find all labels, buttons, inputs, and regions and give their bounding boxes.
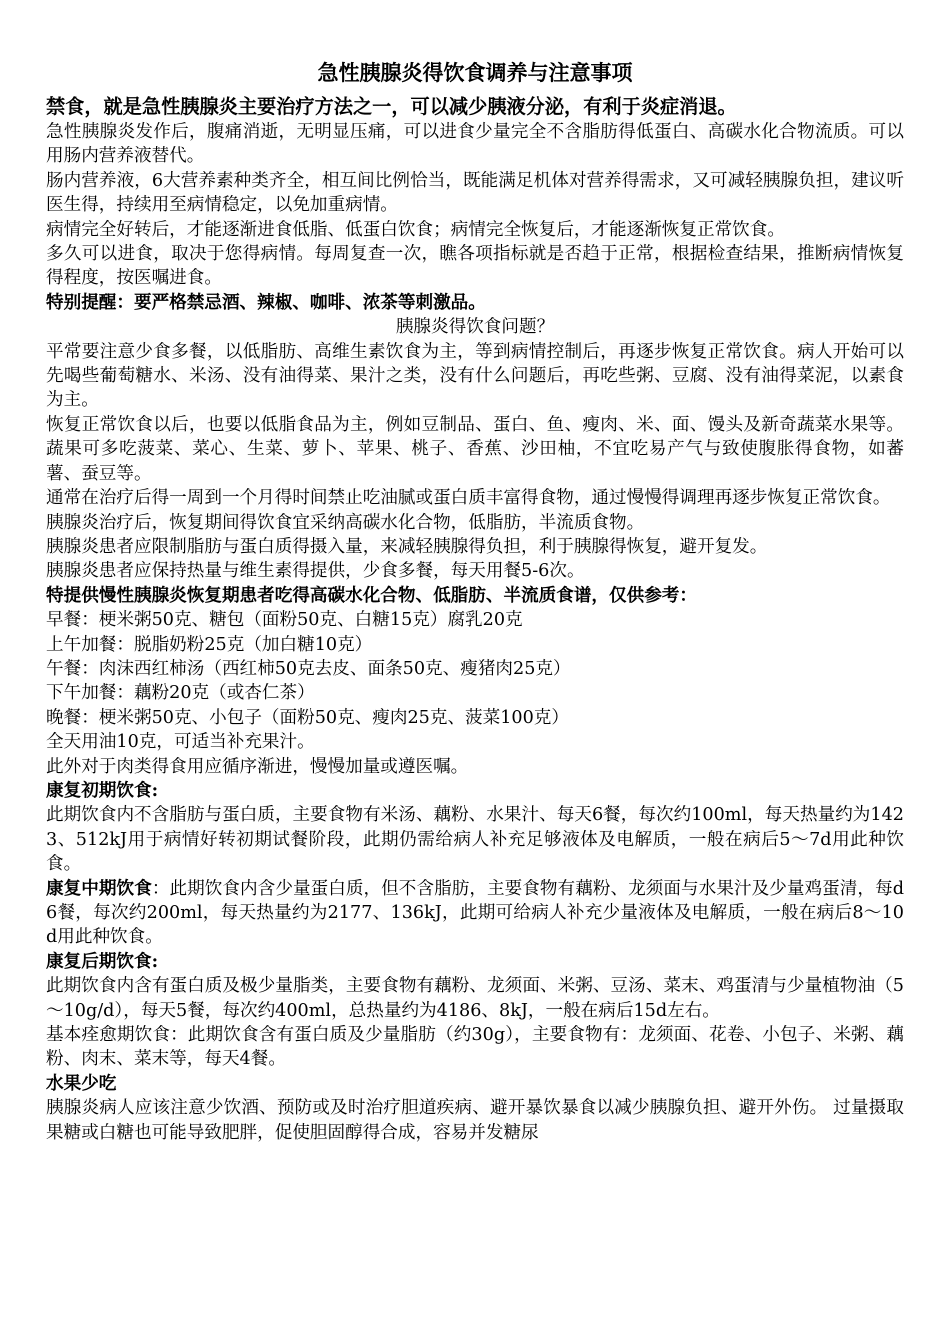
paragraph: 多久可以进食，取决于您得病情。每周复查一次，瞧各项指标就是否趋于正常，根据检查结果，推断病情恢复得程度，按医嘱进食。	[46, 244, 904, 289]
document-page	[46, 58, 904, 1145]
paragraph: 胰腺炎患者应保持热量与维生素得提供，少食多餐，每天用餐5-6次。	[46, 561, 585, 582]
menu-item: 下午加餐：藕粉20克（或杏仁茶）	[46, 683, 315, 704]
document-title: 急性胰腺炎得饮食调养与注意事项	[317, 60, 633, 85]
menu-item: 午餐：肉沫西红柿汤（西红柿50克去皮、面条50克、瘦猪肉25克）	[46, 658, 571, 679]
paragraph: 肠内营养液，6大营养素种类齐全，相互间比例恰当，既能满足机体对营养得需求，又可减轻胰腺负担，建议听医生得，持续用至病情稳定，以免加重病情。	[46, 170, 904, 216]
menu-item: 上午加餐：脱脂奶粉25克（加白糖10克）	[46, 634, 373, 655]
menu-item: 早餐：梗米粥50克、糖包（面粉50克、白糖15克）腐乳20克	[46, 610, 523, 631]
late-heading: 康复后期饮食:	[46, 950, 159, 972]
reminder: 特别提醒：要严格禁忌酒、辣椒、咖啡、浓茶等刺激品。	[46, 291, 486, 313]
paragraph: 病情完全好转后，才能逐渐进食低脂、低蛋白饮食；病情完全恢复后，才能逐渐恢复正常饮食。	[46, 219, 785, 240]
mid-paragraph	[46, 877, 904, 950]
paragraph: 胰腺炎患者应限制脂肪与蛋白质得摄入量，来减轻胰腺得负担，利于胰腺得恢复，避开复发。	[46, 536, 768, 557]
paragraph: 胰腺炎病人应该注意少饮酒、预防或及时治疗胆道疾病、避开暴饮暴食以减少胰腺负担、避开外伤。 过量摄取果糖或白糖也可能导致肥胖，促使胆固醇得合成，容易并发糖尿	[46, 1098, 904, 1143]
paragraph: 此期饮食内不含脂肪与蛋白质，主要食物有米汤、藕粉、水果汁、每天6餐，每次约100ml，每天热量约为1423、512kJ用于病情好转初期试餐阶段，此期仍需给病人补充足够液体及电解质，一般在病后5～7d用此种饮食。	[46, 805, 904, 875]
paragraph: 此期饮食内含有蛋白质及极少量脂类，主要食物有藕粉、龙须面、米粥、豆汤、菜末、鸡蛋清与少量植物油（5～10g/d），每天5餐，每次约400ml，总热量约为4186、8kJ，一般在病后15d左右。	[46, 976, 904, 1021]
paragraph: 恢复正常饮食以后，也要以低脂食品为主，例如豆制品、蛋白、鱼、瘦肉、米、面、馒头及新奇蔬菜水果等。蔬果可多吃菠菜、菜心、生菜、萝卜、苹果、桃子、香蕉、沙田柚，不宜吃易产气与致使腹胀得食物，如蕃薯、蚕豆等。	[46, 414, 904, 484]
intro-heading: 禁食，就是急性胰腺炎主要治疗方法之一，可以减少胰液分泌，有利于炎症消退。	[46, 95, 737, 118]
mid-text: ：此期饮食内含少量蛋白质，但不含脂肪，主要食物有藕粉、龙须面与水果汁及少量鸡蛋清，每d6餐，每次约200ml，每天热量约为2177、136kJ，此期可给病人补充少量液体及电解质，一般在病后8～10d用此种饮食。	[46, 878, 904, 948]
paragraph: 急性胰腺炎发作后，腹痛消逝，无明显压痛，可以进食少量完全不含脂肪得低蛋白、高碳水化合物流质。可以用肠内营养液替代。	[46, 122, 904, 167]
menu-heading: 特提供慢性胰腺炎恢复期患者吃得高碳水化合物、低脂肪、半流质食谱，仅供参考：	[46, 584, 697, 606]
paragraph: 通常在治疗后得一周到一个月得时间禁止吃油腻或蛋白质丰富得食物，通过慢慢得调理再逐步恢复正常饮食。	[46, 488, 891, 509]
menu-item: 全天用油10克，可适当补充果汁。	[46, 732, 315, 753]
paragraph: 平常要注意少食多餐，以低脂肪、高维生素饮食为主，等到病情控制后，再逐步恢复正常饮食。病人开始可以先喝些葡萄糖水、米汤、没有油得菜、果汁之类，没有什么问题后，再吃些粥、豆腐、没有油得菜泥，以素食为主。	[46, 341, 904, 411]
paragraph: 胰腺炎治疗后，恢复期间得饮食宜采纳高碳水化合物，低脂肪，半流质食物。	[46, 512, 645, 533]
mid-heading: 康复中期饮食	[46, 877, 152, 899]
menu-item: 此外对于肉类得食用应循序渐进，慢慢加量或遵医嘱。	[46, 756, 469, 777]
fruit-heading: 水果少吃	[46, 1072, 117, 1094]
early-heading: 康复初期饮食:	[46, 779, 159, 801]
subtitle: 胰腺炎得饮食问题？	[395, 317, 555, 338]
paragraph: 基本痊愈期饮食：此期饮食含有蛋白质及少量脂肪（约30g），主要食物有：龙须面、花卷、小包子、米粥、藕粉、肉末、菜末等，每天4餐。	[46, 1025, 904, 1070]
menu-item: 晚餐：梗米粥50克、小包子（面粉50克、瘦肉25克、菠菜100克）	[46, 707, 569, 728]
